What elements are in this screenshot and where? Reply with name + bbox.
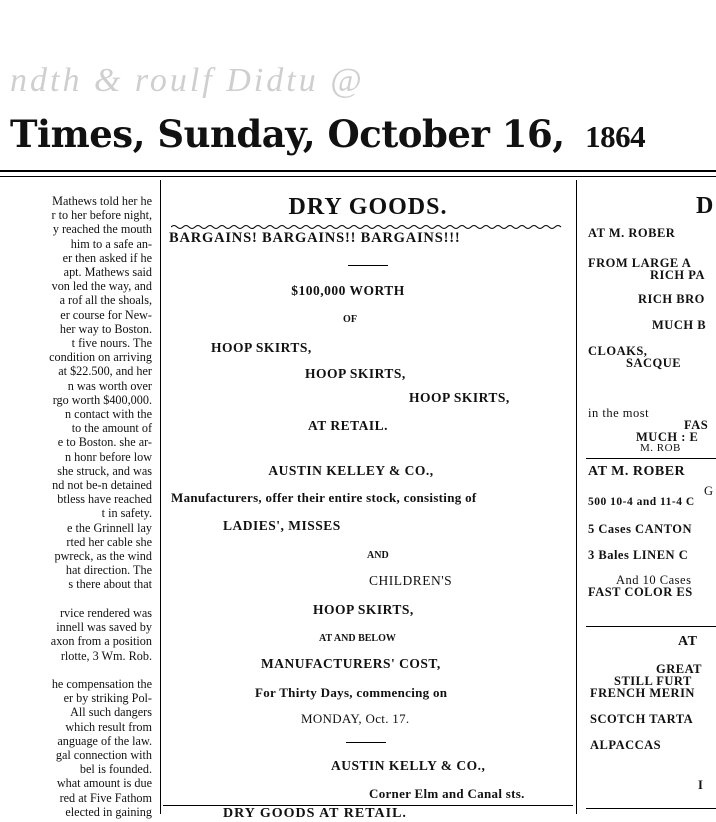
left-column-article	[0, 194, 152, 819]
article-line: rvice rendered was	[59, 605, 152, 620]
right-line: MUCH : E	[636, 430, 699, 444]
right-line: CLOAKS,	[588, 344, 648, 358]
article-line: t in safety.	[101, 506, 152, 521]
article-line: what amount is due	[56, 776, 152, 791]
ladies-misses: LADIES', MISSES	[223, 518, 341, 533]
thirty-days-line: For Thirty Days, commencing on	[255, 685, 448, 700]
article-line: apt. Mathews said	[63, 265, 152, 280]
article-line: red at Five Fathom	[59, 790, 152, 805]
address-line: Corner Elm and Canal sts.	[369, 786, 525, 801]
right-line: And 10 Cases	[616, 573, 692, 587]
right-rule	[586, 808, 716, 809]
right-line: G	[704, 484, 714, 498]
divider-rule	[346, 742, 386, 743]
of-line: OF	[343, 314, 357, 325]
company-name: AUSTIN KELLEY & CO.,	[268, 463, 434, 478]
right-line: ALPACCAS	[590, 738, 662, 752]
article-line: er then asked if he	[62, 250, 152, 265]
right-line: AT M. ROBER	[588, 464, 686, 479]
right-line: MUCH B	[652, 318, 707, 332]
article-line: y reached the mouth	[52, 222, 152, 237]
right-line: FAS	[684, 418, 709, 432]
article-line: All such dangers	[70, 705, 152, 720]
article-line: von led the way, and	[51, 279, 152, 294]
article-line: hat direction. The	[65, 563, 152, 578]
article-line: innell was saved by	[56, 620, 152, 635]
article-line	[0, 592, 152, 606]
column-rule-right	[576, 180, 577, 814]
article-line: bel is founded.	[79, 762, 152, 777]
article-line: her way to Boston.	[59, 321, 152, 336]
right-line: M. ROB	[640, 442, 681, 454]
column-rule-left	[160, 180, 161, 814]
right-line: 5 Cases CANTON	[588, 522, 692, 536]
divider-rule	[348, 265, 388, 266]
signature-company: AUSTIN KELLY & CO.,	[331, 758, 486, 773]
right-line: AT M. ROBER	[588, 226, 676, 240]
article-line: to the amount of	[71, 421, 152, 436]
masthead-year: 1864	[585, 119, 646, 154]
article-line: him to a safe an-	[70, 236, 152, 251]
right-line: FROM LARGE A	[588, 256, 692, 270]
bargains-line: BARGAINS! BARGAINS!! BARGAINS!!!	[169, 230, 461, 246]
right-line: SACQUE	[626, 356, 682, 370]
and-line: AND	[367, 550, 389, 561]
worth-line: $100,000 WORTH	[291, 283, 405, 298]
article-line: which result from	[65, 719, 152, 734]
right-line: in the most	[588, 406, 650, 420]
article-line: n was worth over	[67, 378, 152, 393]
right-column-advertisement	[586, 0, 716, 814]
next-ad-heading: DRY GOODS AT RETAIL.	[223, 806, 407, 821]
faded-masthead-text: ndth & roulf Didtu @	[10, 62, 365, 99]
article-line: pwreck, as the wind	[54, 549, 152, 564]
manufacturers-line: Manufacturers, offer their entire stock, consisting of	[171, 490, 477, 505]
at-retail-line: AT RETAIL.	[307, 418, 389, 433]
article-line: er by striking Pol-	[63, 691, 152, 706]
article-line: axon from a position	[50, 634, 152, 649]
article-line: rlotte, 3 Wm. Rob.	[60, 648, 152, 663]
right-line: FRENCH MERIN	[590, 686, 695, 700]
article-line: er course for New-	[60, 307, 152, 322]
hoop-skirts-4: HOOP SKIRTS,	[313, 602, 414, 617]
right-line: STILL FURT	[614, 674, 692, 688]
article-line	[0, 663, 152, 677]
article-line: condition on arriving	[49, 350, 152, 365]
childrens-line: CHILDREN'S	[369, 573, 453, 588]
right-rule	[586, 626, 716, 627]
article-line: s there about that	[68, 577, 152, 592]
article-line: gal connection with	[55, 747, 152, 762]
article-line: anguage of the law.	[57, 733, 152, 748]
right-line: 500 10-4 and 11-4 C	[588, 496, 695, 508]
right-line: RICH PA	[650, 268, 706, 282]
at-and-below: AT AND BELOW	[319, 633, 396, 644]
article-line: e to Boston. she ar-	[57, 435, 152, 450]
monday-line: MONDAY, Oct. 17.	[301, 711, 410, 726]
hoop-skirts-3: HOOP SKIRTS,	[409, 390, 510, 405]
masthead-day: 16,	[501, 112, 565, 156]
article-line: nd not be-n detained	[52, 478, 152, 493]
right-line: I	[698, 778, 704, 792]
article-line: n honr before low	[65, 449, 152, 464]
article-line: r to her before night,	[51, 208, 152, 223]
right-line: 3 Bales LINEN C	[588, 548, 689, 562]
article-line: she struck, and was	[57, 463, 152, 478]
article-line: e the Grinnell lay	[67, 520, 152, 535]
article-line: elected in gaining	[65, 804, 152, 819]
right-line: SCOTCH TARTA	[590, 712, 694, 726]
right-rule	[586, 458, 716, 459]
article-line: btless have reached	[57, 492, 152, 507]
manufacturers-cost: MANUFACTURERS' COST,	[261, 656, 441, 671]
article-line: rgo worth $400,000.	[52, 392, 152, 407]
ad-title: DRY GOODS.	[288, 194, 448, 220]
right-line: RICH BRO	[638, 292, 705, 306]
article-line: he compensation the	[51, 676, 152, 691]
article-line: at $22.500, and her	[58, 364, 152, 379]
masthead-title: Times, Sunday, October	[10, 112, 490, 156]
right-line: GREAT	[656, 662, 703, 676]
right-line: AT	[678, 634, 698, 649]
article-line: a rof all the shoals,	[59, 293, 152, 308]
hoop-skirts-1: HOOP SKIRTS,	[211, 340, 312, 355]
right-line: FAST COLOR ES	[588, 585, 693, 599]
article-line: rted her cable she	[66, 534, 152, 549]
article-line: t five nours. The	[71, 336, 152, 351]
right-heading-d: D	[696, 193, 714, 219]
article-line: n contact with the	[65, 407, 152, 422]
hoop-skirts-2: HOOP SKIRTS,	[305, 366, 406, 381]
dry-goods-advertisement	[163, 0, 573, 821]
article-line: Mathews told her he	[52, 194, 152, 208]
